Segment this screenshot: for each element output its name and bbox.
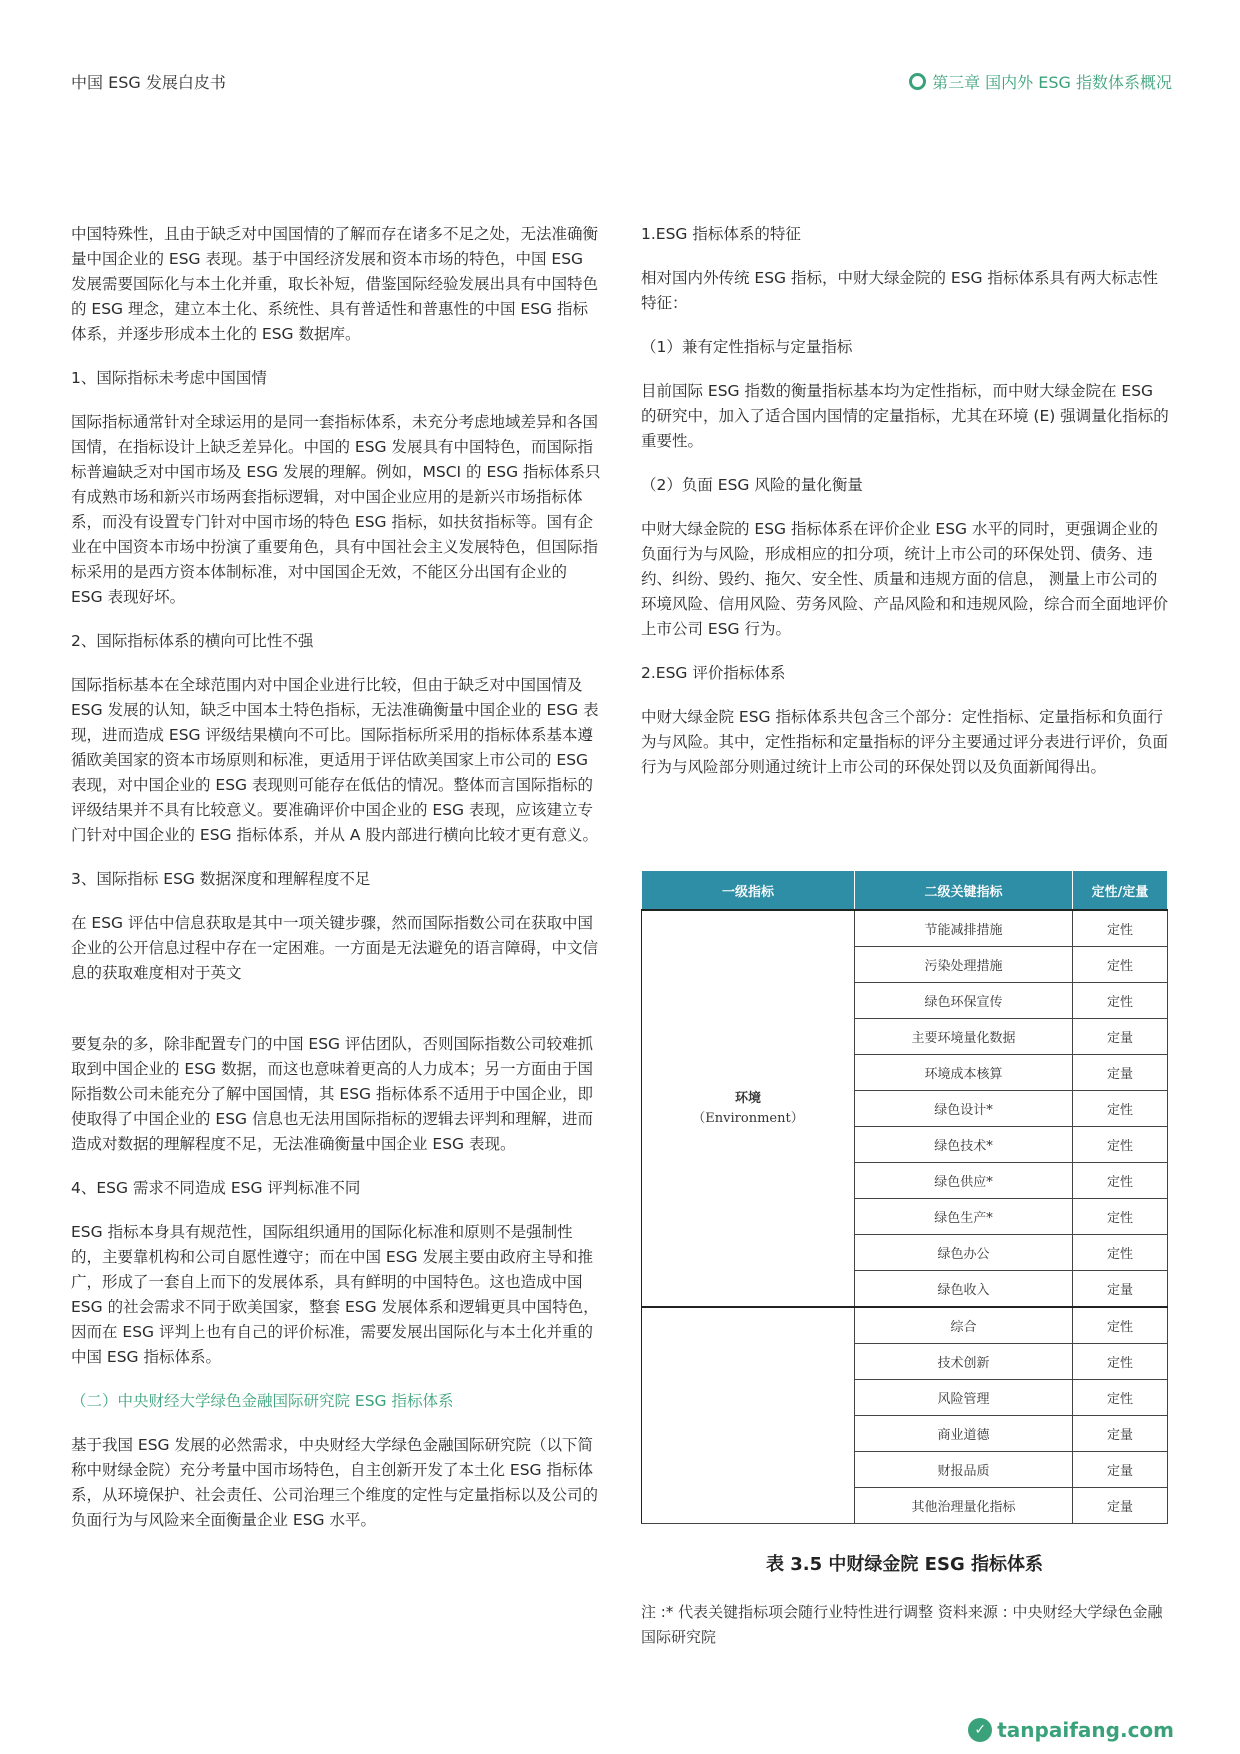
- type-cell: 定性: [1073, 1127, 1168, 1163]
- type-cell: 定量: [1073, 1055, 1168, 1091]
- type-cell: 定性: [1073, 947, 1168, 983]
- paragraph: 在 ESG 评估中信息获取是其中一项关键步骤，然而国际指数公司在获取中国企业的公开信息过程中存在一定困难。一方面是无法避免的语言障碍，中文信息的获取难度相对于英文: [71, 914, 599, 982]
- type-cell: 定量: [1073, 1488, 1168, 1524]
- paragraph: 基于我国 ESG 发展的必然需求，中央财经大学绿色金融国际研究院（以下简称中财绿金院）充分考量中国市场特色，自主创新开发了本土化 ESG 指标体系，从环境保护、社会责任、公司治理三个维度的定性与定量指标以及公司的负面行为与风险来全面衡量企业 ESG 水平。: [71, 1436, 599, 1529]
- paragraph: 中国特殊性，且由于缺乏对中国国情的了解而存在诸多不足之处，无法准确衡量中国企业的 ESG 表现。基于中国经济发展和资本市场的特色，中国 ESG 发展需要国际化与本土化并重，取长补短，借鉴国际经验发展出具有中国特色的 ESG 理念，建立本土化、系统性、具有普适性和普惠性的中国 ESG 指标体系，并逐步形成本土化的 ESG 数据库。: [71, 225, 599, 343]
- category-cell-environment: [642, 910, 855, 1307]
- watermark: [968, 1718, 1174, 1742]
- section-heading: 1、国际指标未考虑中国国情: [71, 369, 267, 387]
- paragraph: 相对国内外传统 ESG 指标，中财大绿金院的 ESG 指标体系具有两大标志性特征：: [641, 269, 1158, 312]
- indicator-cell: 节能减排措施: [855, 910, 1073, 947]
- table-header-row: [642, 871, 1168, 911]
- indicator-cell: 主要环境量化数据: [855, 1019, 1073, 1055]
- indicator-cell: 绿色技术*: [855, 1127, 1073, 1163]
- section-heading: 3、国际指标 ESG 数据深度和理解程度不足: [71, 870, 371, 888]
- indicator-cell: 环境成本核算: [855, 1055, 1073, 1091]
- type-cell: 定性: [1073, 1235, 1168, 1271]
- section-heading: 4、ESG 需求不同造成 ESG 评判标准不同: [71, 1179, 361, 1197]
- paragraph: ESG 指标本身具有规范性，国际组织通用的国际化标准和原则不是强制性的，主要靠机构和公司自愿性遵守；而在中国 ESG 发展主要由政府主导和推广，形成了一套自上而下的发展体系，具有鲜明的中国特色。这也造成中国 ESG 的社会需求不同于欧美国家，整套 ESG 发展体系和逻辑更具中国特色，因而在 ESG 评判上也有自己的评价标准，需要发展出国际化与本土化并重的中国 ESG 指标体系。: [71, 1223, 599, 1366]
- type-cell: 定量: [1073, 1019, 1168, 1055]
- chapter-label: 第三章 国内外 ESG 指数体系概况: [932, 73, 1172, 92]
- paragraph: 要复杂的多，除非配置专门的中国 ESG 评估团队，否则国际指数公司较难抓取到中国企业的 ESG 数据，而这也意味着更高的人力成本；另一方面由于国际指数公司未能充分了解中国国情，其 ESG 指标体系不适用于中国企业，即使取得了中国企业的 ESG 信息也无法用国际指标的逻辑去评判和理解，进而造成对数据的理解程度不足，无法准确衡量中国企业 ESG 表现。: [71, 1035, 593, 1153]
- indicator-cell: 绿色环保宣传: [855, 983, 1073, 1019]
- source-note: 注 :* 代表关键指标项会随行业特性进行调整 资料来源 : 中央财经大学绿色金融国际研究院: [641, 1603, 1163, 1646]
- paragraph: 中财大绿金院 ESG 指标体系共包含三个部分：定性指标、定量指标和负面行为与风险。其中，定性指标和定量指标的评分主要通过评分表进行评价，负面行为与风险部分则通过统计上市公司的环保处罚以及负面新闻得出。: [641, 708, 1169, 776]
- circle-icon: [909, 73, 926, 90]
- section-heading: 2.ESG 评价指标体系: [641, 664, 786, 682]
- header-title: 中国 ESG 发展白皮书: [71, 73, 226, 92]
- table-row: [642, 910, 1168, 947]
- indicator-cell: 绿色办公: [855, 1235, 1073, 1271]
- type-cell: 定性: [1073, 1091, 1168, 1127]
- paragraph: 目前国际 ESG 指数的衡量指标基本均为定性指标，而中财大绿金院在 ESG 的研究中，加入了适合国内国情的定量指标，尤其在环境 (E) 强调量化指标的重要性。: [641, 382, 1169, 450]
- paragraph: 国际指标基本在全球范围内对中国企业进行比较，但由于缺乏对中国国情及 ESG 发展的认知，缺乏中国本土特色指标，无法准确衡量中国企业的 ESG 表现，进而造成 ESG 评级结果横向不可比。国际指标所采用的指标体系基本遵循欧美国家的资本市场原则和标准，更适用于评估欧美国家上市公司的 ESG 表现，对中国企业的 ESG 表现则可能存在低估的情况。整体而言国际指标的评级结果并不具有比较意义。要准确评价中国企业的 ESG 表现，应该建立专门针对中国企业的 ESG 指标体系，并从 A 股内部进行横向比较才更有意义。: [71, 676, 599, 844]
- category-label-en: （Environment）: [692, 1110, 804, 1126]
- type-cell: 定量: [1073, 1452, 1168, 1488]
- left-column: [71, 222, 601, 1552]
- type-cell: 定量: [1073, 1271, 1168, 1308]
- type-cell: 定性: [1073, 1199, 1168, 1235]
- watermark-text: tanpaifang.com: [997, 1718, 1174, 1742]
- column-header: 二级关键指标: [855, 871, 1073, 911]
- chapter-title: [909, 70, 1172, 93]
- type-cell: 定性: [1073, 1344, 1168, 1380]
- table-body: [642, 910, 1168, 1524]
- section-heading: （2）负面 ESG 风险的量化衡量: [641, 476, 863, 494]
- type-cell: 定性: [1073, 910, 1168, 947]
- indicator-cell: 商业道德: [855, 1416, 1073, 1452]
- type-cell: 定量: [1073, 1416, 1168, 1452]
- esg-indicator-table: [641, 870, 1168, 1524]
- indicator-cell: 综合: [855, 1307, 1073, 1344]
- indicator-cell: 绿色供应*: [855, 1163, 1073, 1199]
- column-header: 一级指标: [642, 871, 855, 911]
- indicator-cell: 其他治理量化指标: [855, 1488, 1073, 1524]
- subsection-heading: （二）中央财经大学绿色金融国际研究院 ESG 指标体系: [71, 1392, 454, 1410]
- section-heading: （1）兼有定性指标与定量指标: [641, 338, 853, 356]
- category-cell-blank: [642, 1307, 855, 1524]
- indicator-cell: 污染处理措施: [855, 947, 1073, 983]
- category-label: 环境: [734, 1090, 761, 1106]
- type-cell: 定性: [1073, 983, 1168, 1019]
- type-cell: 定性: [1073, 1307, 1168, 1344]
- indicator-cell: 财报品质: [855, 1452, 1073, 1488]
- indicator-cell: 绿色收入: [855, 1271, 1073, 1308]
- paragraph: 中财大绿金院的 ESG 指标体系在评价企业 ESG 水平的同时，更强调企业的负面行为与风险，形成相应的扣分项，统计上市公司的环保处罚、债务、违约、纠纷、毁约、拖欠、安全性、质量和违规方面的信息， 测量上市公司的环境风险、信用风险、劳务风险、产品风险和和违规风险，综合而全面地评价上市公司 ESG 行为。: [641, 520, 1169, 638]
- table-row: [642, 1307, 1168, 1344]
- type-cell: 定性: [1073, 1163, 1168, 1199]
- section-heading: 2、国际指标体系的横向可比性不强: [71, 632, 314, 650]
- leaf-icon: ✓: [968, 1718, 992, 1742]
- paragraph: 国际指标通常针对全球运用的是同一套指标体系，未充分考虑地域差异和各国国情，在指标设计上缺乏差异化。中国的 ESG 发展具有中国特色，而国际指标普遍缺乏对中国市场及 ESG 发展的理解。例如，MSCI 的 ESG 指标体系只有成熟市场和新兴市场两套指标逻辑，对中国企业应用的是新兴市场指标体系，而没有设置专门针对中国市场的特色 ESG 指标，如扶贫指标等。国有企业在中国资本市场中扮演了重要角色，具有中国社会主义发展特色，但国际指标采用的是西方资本体制标准，对中国国企无效，不能区分出国有企业的 ESG 表现好坏。: [71, 413, 601, 606]
- type-cell: 定性: [1073, 1380, 1168, 1416]
- indicator-cell: 绿色生产*: [855, 1199, 1073, 1235]
- indicator-cell: 技术创新: [855, 1344, 1073, 1380]
- indicator-cell: 风险管理: [855, 1380, 1073, 1416]
- section-heading: 1.ESG 指标体系的特征: [641, 225, 801, 243]
- indicator-cell: 绿色设计*: [855, 1091, 1073, 1127]
- table-caption: 表 3.5 中财绿金院 ESG 指标体系: [766, 1554, 1043, 1575]
- column-header: 定性/定量: [1073, 871, 1168, 911]
- right-column: [641, 222, 1171, 799]
